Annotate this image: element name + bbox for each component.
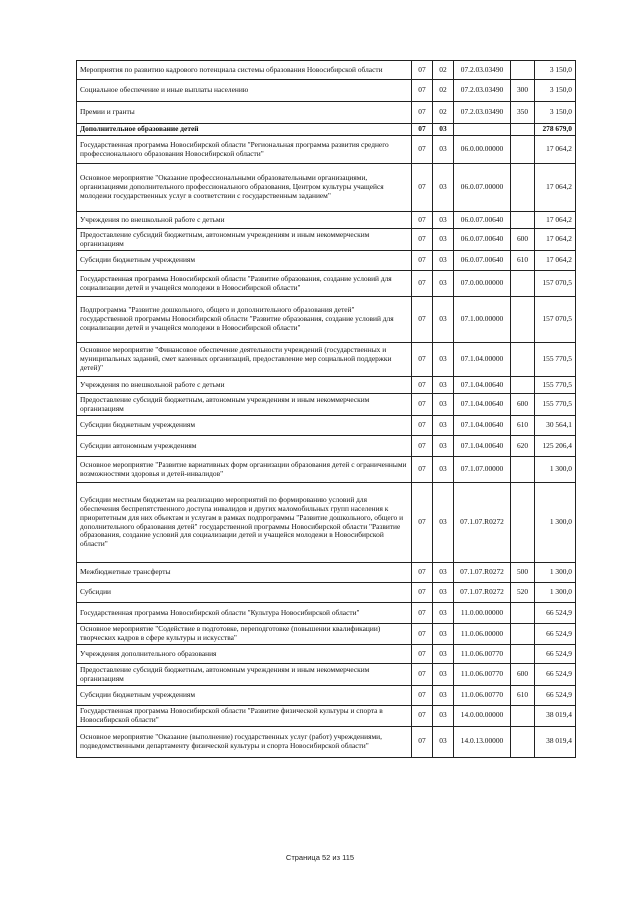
- row-section-code: 07: [412, 136, 433, 164]
- table-row: [77, 124, 576, 136]
- table-row: [77, 102, 576, 124]
- row-target-article: 06.0.07.00000: [454, 164, 511, 212]
- row-amount: 1 300,0: [535, 483, 576, 563]
- row-name: Основное мероприятие "Оказание профессиональными образовательными организациями, организациями дополнительного профессионального образования, Центром культуры учащейся молодежи государственных услуг в соответствии с государственным заданием": [77, 164, 412, 212]
- row-target-article: 06.0.07.00640: [454, 212, 511, 229]
- table-row: [77, 706, 576, 727]
- table-row: [77, 726, 576, 757]
- row-subsection-code: 03: [433, 394, 454, 416]
- row-name: Учреждения по внешкольной работе с детьми: [77, 212, 412, 229]
- row-expense-type: [511, 706, 535, 727]
- table-row: [77, 603, 576, 624]
- row-subsection-code: 03: [433, 271, 454, 297]
- row-target-article: 07.1.07.R0272: [454, 583, 511, 603]
- row-subsection-code: 03: [433, 645, 454, 664]
- row-subsection-code: 03: [433, 212, 454, 229]
- row-expense-type: [511, 726, 535, 757]
- row-section-code: 07: [412, 603, 433, 624]
- table-row: [77, 624, 576, 645]
- row-name: Подпрограмма "Развитие дошкольного, общего и дополнительного образования детей" государственной программы Новосибирской области "Развитие образования, создание условий для социализации детей и учащейся молодежи в Новосибирской области": [77, 297, 412, 343]
- row-section-code: 07: [412, 483, 433, 563]
- row-target-article: 11.0.06.00770: [454, 686, 511, 706]
- row-target-article: 06.0.07.00640: [454, 251, 511, 271]
- row-name: Основное мероприятие "Содействие в подготовке, переподготовке (повышении квалификации) творческих кадров в сфере культуры и искусства": [77, 624, 412, 645]
- table-row: [77, 563, 576, 583]
- table-row: [77, 212, 576, 229]
- row-target-article: 11.0.06.00770: [454, 645, 511, 664]
- row-target-article: 07.1.07.R0272: [454, 483, 511, 563]
- row-target-article: 07.2.03.03490: [454, 102, 511, 124]
- table-row: [77, 271, 576, 297]
- row-name: Субсидии бюджетным учреждениям: [77, 251, 412, 271]
- row-subsection-code: 02: [433, 102, 454, 124]
- row-section-code: 07: [412, 229, 433, 251]
- row-name: Субсидии автономным учреждениям: [77, 436, 412, 457]
- row-name: Межбюджетные трансферты: [77, 563, 412, 583]
- row-section-code: 07: [412, 377, 433, 394]
- row-name: Мероприятия по развитию кадрового потенциала системы образования Новосибирской области: [77, 61, 412, 80]
- table-row: [77, 483, 576, 563]
- row-amount: 155 770,5: [535, 343, 576, 377]
- table-row: [77, 645, 576, 664]
- row-section-code: 07: [412, 124, 433, 136]
- row-amount: 1 300,0: [535, 563, 576, 583]
- row-amount: 17 064,2: [535, 164, 576, 212]
- row-amount: 3 150,0: [535, 61, 576, 80]
- row-expense-type: 610: [511, 686, 535, 706]
- row-name: Дополнительное образование детей: [77, 124, 412, 136]
- row-section-code: 07: [412, 645, 433, 664]
- table-row: [77, 343, 576, 377]
- table-row: [77, 436, 576, 457]
- row-amount: 157 070,5: [535, 297, 576, 343]
- row-subsection-code: 03: [433, 624, 454, 645]
- row-amount: 66 524,9: [535, 664, 576, 686]
- row-name: Основное мероприятие "Финансовое обеспечение деятельности учреждений (государственных и муниципальных заданий, смет казенных организаций, предоставление мер социальной поддержки детей)": [77, 343, 412, 377]
- row-subsection-code: 03: [433, 416, 454, 436]
- row-target-article: 06.0.00.00000: [454, 136, 511, 164]
- row-target-article: 11.0.00.00000: [454, 603, 511, 624]
- row-section-code: 07: [412, 436, 433, 457]
- row-amount: 66 524,9: [535, 624, 576, 645]
- table-row: [77, 394, 576, 416]
- row-amount: 1 300,0: [535, 457, 576, 483]
- row-section-code: 07: [412, 416, 433, 436]
- table-row: [77, 61, 576, 80]
- row-expense-type: 600: [511, 664, 535, 686]
- row-expense-type: [511, 377, 535, 394]
- row-target-article: [454, 124, 511, 136]
- row-target-article: 11.0.06.00000: [454, 624, 511, 645]
- row-subsection-code: 03: [433, 124, 454, 136]
- row-name: Государственная программа Новосибирской области "Региональная программа развития среднего профессионального образования Новосибирской области": [77, 136, 412, 164]
- table-row: [77, 583, 576, 603]
- table-row: [77, 664, 576, 686]
- row-expense-type: [511, 136, 535, 164]
- row-section-code: 07: [412, 457, 433, 483]
- table-row: [77, 377, 576, 394]
- row-name: Учреждения по внешкольной работе с детьми: [77, 377, 412, 394]
- row-expense-type: [511, 212, 535, 229]
- row-name: Основное мероприятие "Развитие вариативных форм организации образования детей с ограниченными возможностями здоровья и детей-инвалидов": [77, 457, 412, 483]
- row-section-code: 07: [412, 624, 433, 645]
- row-section-code: 07: [412, 706, 433, 727]
- row-name: Государственная программа Новосибирской области "Культура Новосибирской области": [77, 603, 412, 624]
- row-section-code: 07: [412, 583, 433, 603]
- row-amount: 278 679,0: [535, 124, 576, 136]
- row-subsection-code: 03: [433, 726, 454, 757]
- row-amount: 66 524,9: [535, 603, 576, 624]
- row-target-article: 07.1.00.00000: [454, 297, 511, 343]
- row-name: Предоставление субсидий бюджетным, автономным учреждениям и иным некоммерческим организациям: [77, 664, 412, 686]
- row-target-article: 07.1.04.00640: [454, 377, 511, 394]
- row-subsection-code: 03: [433, 483, 454, 563]
- row-expense-type: 610: [511, 416, 535, 436]
- row-expense-type: 600: [511, 394, 535, 416]
- table-row: [77, 80, 576, 102]
- row-subsection-code: 02: [433, 80, 454, 102]
- row-amount: 38 019,4: [535, 726, 576, 757]
- row-section-code: 07: [412, 686, 433, 706]
- row-expense-type: [511, 645, 535, 664]
- row-amount: 155 770,5: [535, 394, 576, 416]
- row-target-article: 14.0.13.00000: [454, 726, 511, 757]
- row-section-code: 07: [412, 80, 433, 102]
- row-subsection-code: 02: [433, 61, 454, 80]
- table-row: [77, 136, 576, 164]
- row-section-code: 07: [412, 271, 433, 297]
- row-target-article: 07.1.07.00000: [454, 457, 511, 483]
- budget-table-body: [77, 61, 576, 758]
- row-section-code: 07: [412, 297, 433, 343]
- row-subsection-code: 03: [433, 436, 454, 457]
- row-name: Предоставление субсидий бюджетным, автономным учреждениям и иным некоммерческим организациям: [77, 394, 412, 416]
- row-expense-type: [511, 457, 535, 483]
- row-amount: 1 300,0: [535, 583, 576, 603]
- row-expense-type: [511, 603, 535, 624]
- table-row: [77, 229, 576, 251]
- row-target-article: 06.0.07.00640: [454, 229, 511, 251]
- table-row: [77, 297, 576, 343]
- row-amount: 3 150,0: [535, 80, 576, 102]
- row-expense-type: [511, 343, 535, 377]
- row-name: Учреждения дополнительного образования: [77, 645, 412, 664]
- row-expense-type: [511, 271, 535, 297]
- row-target-article: 11.0.06.00770: [454, 664, 511, 686]
- row-subsection-code: 03: [433, 664, 454, 686]
- row-section-code: 07: [412, 563, 433, 583]
- row-name: Субсидии местным бюджетам на реализацию мероприятий по формированию условий для обеспечения беспрепятственного доступа инвалидов и других маломобильных групп населения к приоритетным для них объектам и услугам в рамках подпрограммы "Развитие дошкольного, общего и дополнительного образования детей" государственной программы Новосибирской области "Развитие образования, создание условий для социализации детей и учащейся молодежи в Новосибирской области": [77, 483, 412, 563]
- row-name: Субсидии бюджетным учреждениям: [77, 416, 412, 436]
- row-expense-type: [511, 483, 535, 563]
- row-name: Премии и гранты: [77, 102, 412, 124]
- table-row: [77, 251, 576, 271]
- row-expense-type: 620: [511, 436, 535, 457]
- table-row: [77, 164, 576, 212]
- row-expense-type: 520: [511, 583, 535, 603]
- row-expense-type: [511, 624, 535, 645]
- row-section-code: 07: [412, 212, 433, 229]
- row-amount: 38 019,4: [535, 706, 576, 727]
- row-amount: 125 206,4: [535, 436, 576, 457]
- row-name: Государственная программа Новосибирской области "Развитие физической культуры и спорта в Новосибирской области": [77, 706, 412, 727]
- row-target-article: 14.0.00.00000: [454, 706, 511, 727]
- row-subsection-code: 03: [433, 297, 454, 343]
- row-target-article: 07.1.04.00640: [454, 416, 511, 436]
- row-target-article: 07.2.03.03490: [454, 80, 511, 102]
- row-name: Социальное обеспечение и иные выплаты населению: [77, 80, 412, 102]
- row-subsection-code: 03: [433, 229, 454, 251]
- table-row: [77, 416, 576, 436]
- row-subsection-code: 03: [433, 583, 454, 603]
- row-section-code: 07: [412, 726, 433, 757]
- row-target-article: 07.1.04.00000: [454, 343, 511, 377]
- row-name: Государственная программа Новосибирской области "Развитие образования, создание условий для социализации детей и учащейся молодежи в Новосибирской области": [77, 271, 412, 297]
- row-amount: 30 564,1: [535, 416, 576, 436]
- row-expense-type: [511, 164, 535, 212]
- row-target-article: 07.1.07.R0272: [454, 563, 511, 583]
- row-target-article: 07.1.04.00640: [454, 394, 511, 416]
- row-expense-type: [511, 124, 535, 136]
- row-amount: 66 524,9: [535, 645, 576, 664]
- row-subsection-code: 03: [433, 563, 454, 583]
- row-expense-type: 350: [511, 102, 535, 124]
- row-section-code: 07: [412, 343, 433, 377]
- row-amount: 3 150,0: [535, 102, 576, 124]
- row-expense-type: 610: [511, 251, 535, 271]
- row-section-code: 07: [412, 102, 433, 124]
- row-section-code: 07: [412, 664, 433, 686]
- row-subsection-code: 03: [433, 377, 454, 394]
- row-subsection-code: 03: [433, 251, 454, 271]
- page-number: Страница 52 из 115: [285, 853, 355, 862]
- row-subsection-code: 03: [433, 457, 454, 483]
- table-row: [77, 686, 576, 706]
- row-subsection-code: 03: [433, 603, 454, 624]
- row-expense-type: 600: [511, 229, 535, 251]
- row-amount: 17 064,2: [535, 251, 576, 271]
- row-section-code: 07: [412, 251, 433, 271]
- row-section-code: 07: [412, 61, 433, 80]
- row-expense-type: 500: [511, 563, 535, 583]
- row-name: Субсидии бюджетным учреждениям: [77, 686, 412, 706]
- budget-table: [76, 60, 576, 758]
- row-amount: 155 770,5: [535, 377, 576, 394]
- row-name: Предоставление субсидий бюджетным, автономным учреждениям и иным некоммерческим организациям: [77, 229, 412, 251]
- row-subsection-code: 03: [433, 164, 454, 212]
- row-expense-type: 300: [511, 80, 535, 102]
- row-name: Основное мероприятие "Оказание (выполнение) государственных услуг (работ) учреждениями, подведомственными департаменту физической культуры и спорта Новосибирской области": [77, 726, 412, 757]
- row-amount: 157 070,5: [535, 271, 576, 297]
- row-subsection-code: 03: [433, 343, 454, 377]
- row-subsection-code: 03: [433, 136, 454, 164]
- row-amount: 66 524,9: [535, 686, 576, 706]
- row-amount: 17 064,2: [535, 212, 576, 229]
- row-name: Субсидии: [77, 583, 412, 603]
- row-expense-type: [511, 297, 535, 343]
- row-subsection-code: 03: [433, 706, 454, 727]
- row-expense-type: [511, 61, 535, 80]
- row-target-article: 07.1.04.00640: [454, 436, 511, 457]
- row-amount: 17 064,2: [535, 229, 576, 251]
- row-section-code: 07: [412, 394, 433, 416]
- row-amount: 17 064,2: [535, 136, 576, 164]
- table-row: [77, 457, 576, 483]
- row-subsection-code: 03: [433, 686, 454, 706]
- row-target-article: 07.0.00.00000: [454, 271, 511, 297]
- row-target-article: 07.2.03.03490: [454, 61, 511, 80]
- row-section-code: 07: [412, 164, 433, 212]
